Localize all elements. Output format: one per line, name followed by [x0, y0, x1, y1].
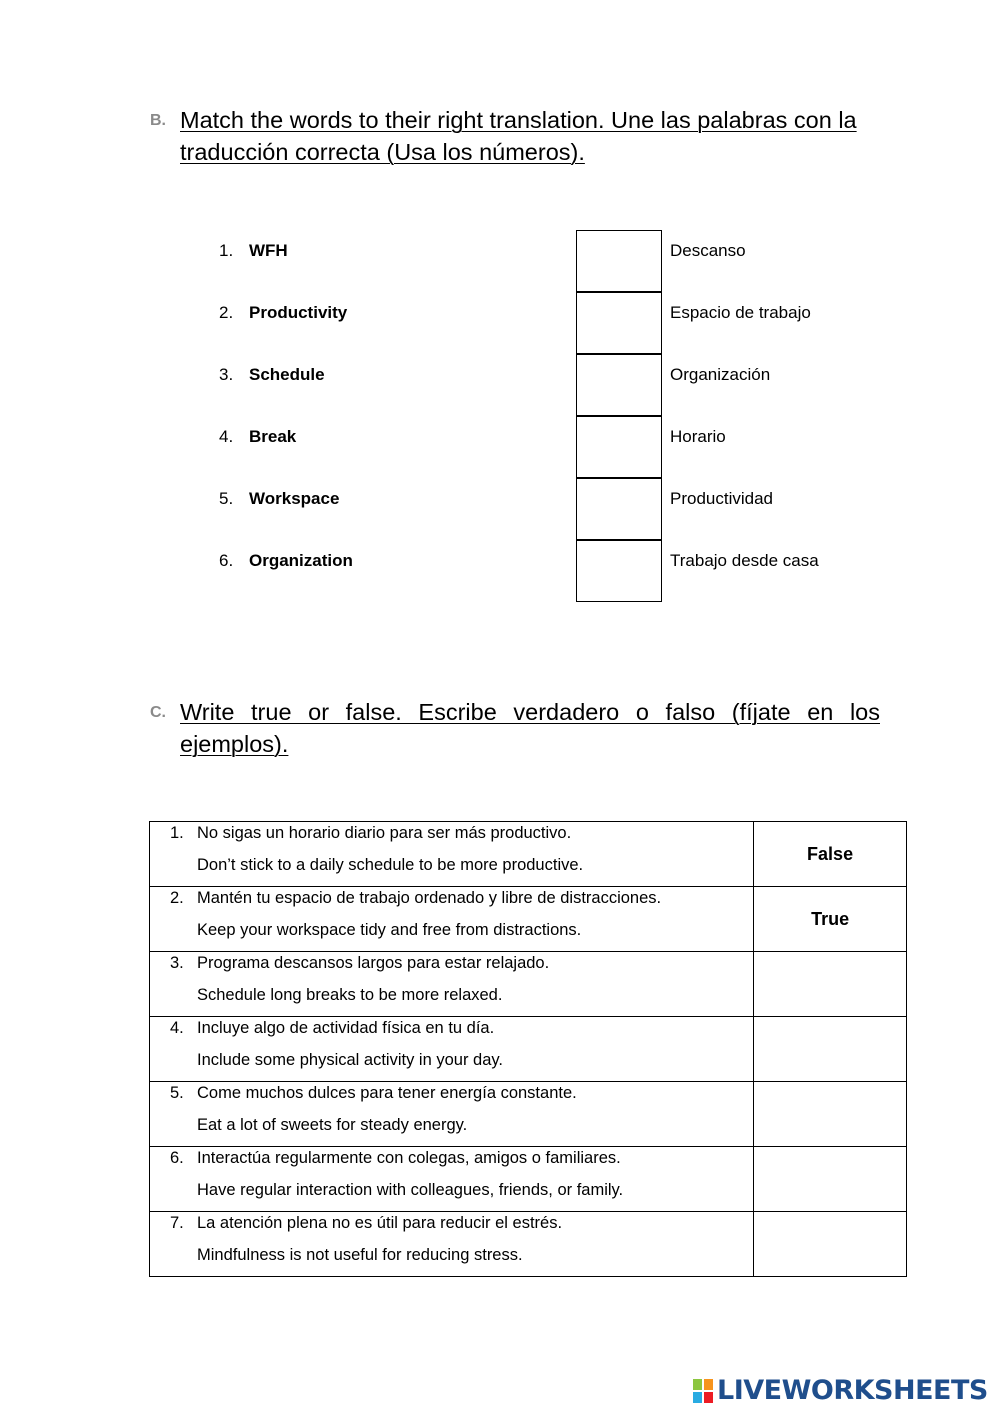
- match-row: [0, 354, 1000, 416]
- match-answer-box[interactable]: [576, 354, 662, 416]
- statement-spanish: Programa descansos largos para estar relajado.: [197, 954, 550, 972]
- match-number: 2.: [219, 303, 234, 322]
- statement-cell: [150, 1017, 754, 1082]
- answer-cell[interactable]: [754, 1017, 907, 1082]
- match-word: Schedule: [249, 365, 325, 384]
- answer-cell[interactable]: [754, 1212, 907, 1277]
- match-answer-box[interactable]: [576, 230, 662, 292]
- match-number: 4.: [219, 427, 234, 446]
- match-answer-box[interactable]: [576, 478, 662, 540]
- statement-spanish: La atención plena no es útil para reducir el estrés.: [197, 1214, 563, 1232]
- match-row: [0, 292, 1000, 354]
- answer-cell[interactable]: [754, 1082, 907, 1147]
- statement-spanish: No sigas un horario diario para ser más productivo.: [197, 824, 572, 842]
- answer-cell[interactable]: [754, 822, 907, 887]
- match-word: Workspace: [249, 489, 340, 508]
- statement-english: Mindfulness is not useful for reducing stress.: [197, 1246, 523, 1264]
- table-row: [150, 1082, 907, 1147]
- answer-cell[interactable]: [754, 887, 907, 952]
- liveworksheets-logo-icon: [693, 1377, 715, 1403]
- statement-english: Include some physical activity in your day.: [197, 1051, 503, 1069]
- match-translation: Productividad: [670, 489, 774, 508]
- table-row: [150, 887, 907, 952]
- match-translation: Espacio de trabajo: [670, 303, 811, 322]
- statement-english: Schedule long breaks to be more relaxed.: [197, 986, 503, 1004]
- match-row: [0, 416, 1000, 478]
- statement-number: 4.: [170, 1019, 184, 1037]
- statement-english: Have regular interaction with colleagues, friends, or family.: [197, 1181, 624, 1199]
- statement-cell: [150, 887, 754, 952]
- table-row: [150, 1147, 907, 1212]
- statement-cell: [150, 952, 754, 1017]
- statement-cell: [150, 1082, 754, 1147]
- statement-number: 3.: [170, 954, 184, 972]
- statement-number: 6.: [170, 1149, 184, 1167]
- match-number: 3.: [219, 365, 234, 384]
- statement-cell: [150, 1147, 754, 1212]
- statement-english: Don’t stick to a daily schedule to be more productive.: [197, 856, 584, 874]
- match-number: 5.: [219, 489, 234, 508]
- match-translation: Organización: [670, 365, 771, 384]
- statement-spanish: Interactúa regularmente con colegas, amigos o familiares.: [197, 1149, 621, 1167]
- match-number: 6.: [219, 551, 234, 570]
- statement-english: Keep your workspace tidy and free from distractions.: [197, 921, 582, 939]
- match-number: 1.: [219, 241, 234, 260]
- statement-cell: [150, 1212, 754, 1277]
- answer-text[interactable]: True: [811, 908, 850, 929]
- statement-spanish: Mantén tu espacio de trabajo ordenado y libre de distracciones.: [197, 889, 662, 907]
- statement-number: 5.: [170, 1084, 184, 1102]
- match-word: Break: [249, 427, 297, 446]
- match-translation: Horario: [670, 427, 726, 446]
- liveworksheets-logo: [693, 1374, 988, 1406]
- statement-english: Eat a lot of sweets for steady energy.: [197, 1116, 468, 1134]
- table-row: [150, 1212, 907, 1277]
- statement-number: 7.: [170, 1214, 184, 1232]
- statement-number: 2.: [170, 889, 184, 907]
- answer-text[interactable]: False: [807, 843, 854, 864]
- match-row: [0, 478, 1000, 540]
- true-false-table: [149, 821, 907, 1277]
- section-b-letter: B.: [150, 112, 166, 129]
- match-word: WFH: [249, 241, 288, 260]
- statement-spanish: Come muchos dulces para tener energía constante.: [197, 1084, 577, 1102]
- match-answer-box[interactable]: [576, 540, 662, 602]
- match-translation: Descanso: [670, 241, 746, 260]
- match-word: Organization: [249, 551, 353, 570]
- answer-cell[interactable]: [754, 1147, 907, 1212]
- section-c-instruction: Write true or false. Escribe verdadero o falso (fíjate en los ejemplos).: [180, 699, 880, 757]
- match-translation: Trabajo desde casa: [670, 551, 819, 570]
- statement-spanish: Incluye algo de actividad física en tu día.: [197, 1019, 495, 1037]
- match-answer-box[interactable]: [576, 292, 662, 354]
- match-row: [0, 230, 1000, 292]
- match-answer-box[interactable]: [576, 416, 662, 478]
- match-row: [0, 540, 1000, 602]
- statement-cell: [150, 822, 754, 887]
- table-row: [150, 952, 907, 1017]
- answer-cell[interactable]: [754, 952, 907, 1017]
- liveworksheets-logo-text: LIVEWORKSHEETS: [717, 1374, 988, 1406]
- statement-number: 1.: [170, 824, 184, 842]
- match-word: Productivity: [249, 303, 348, 322]
- section-c-letter: C.: [150, 704, 166, 721]
- table-row: [150, 1017, 907, 1082]
- table-row: [150, 822, 907, 887]
- section-b-instruction: Match the words to their right translation. Une las palabras con la traducción correcta (Usa los números).: [180, 107, 857, 165]
